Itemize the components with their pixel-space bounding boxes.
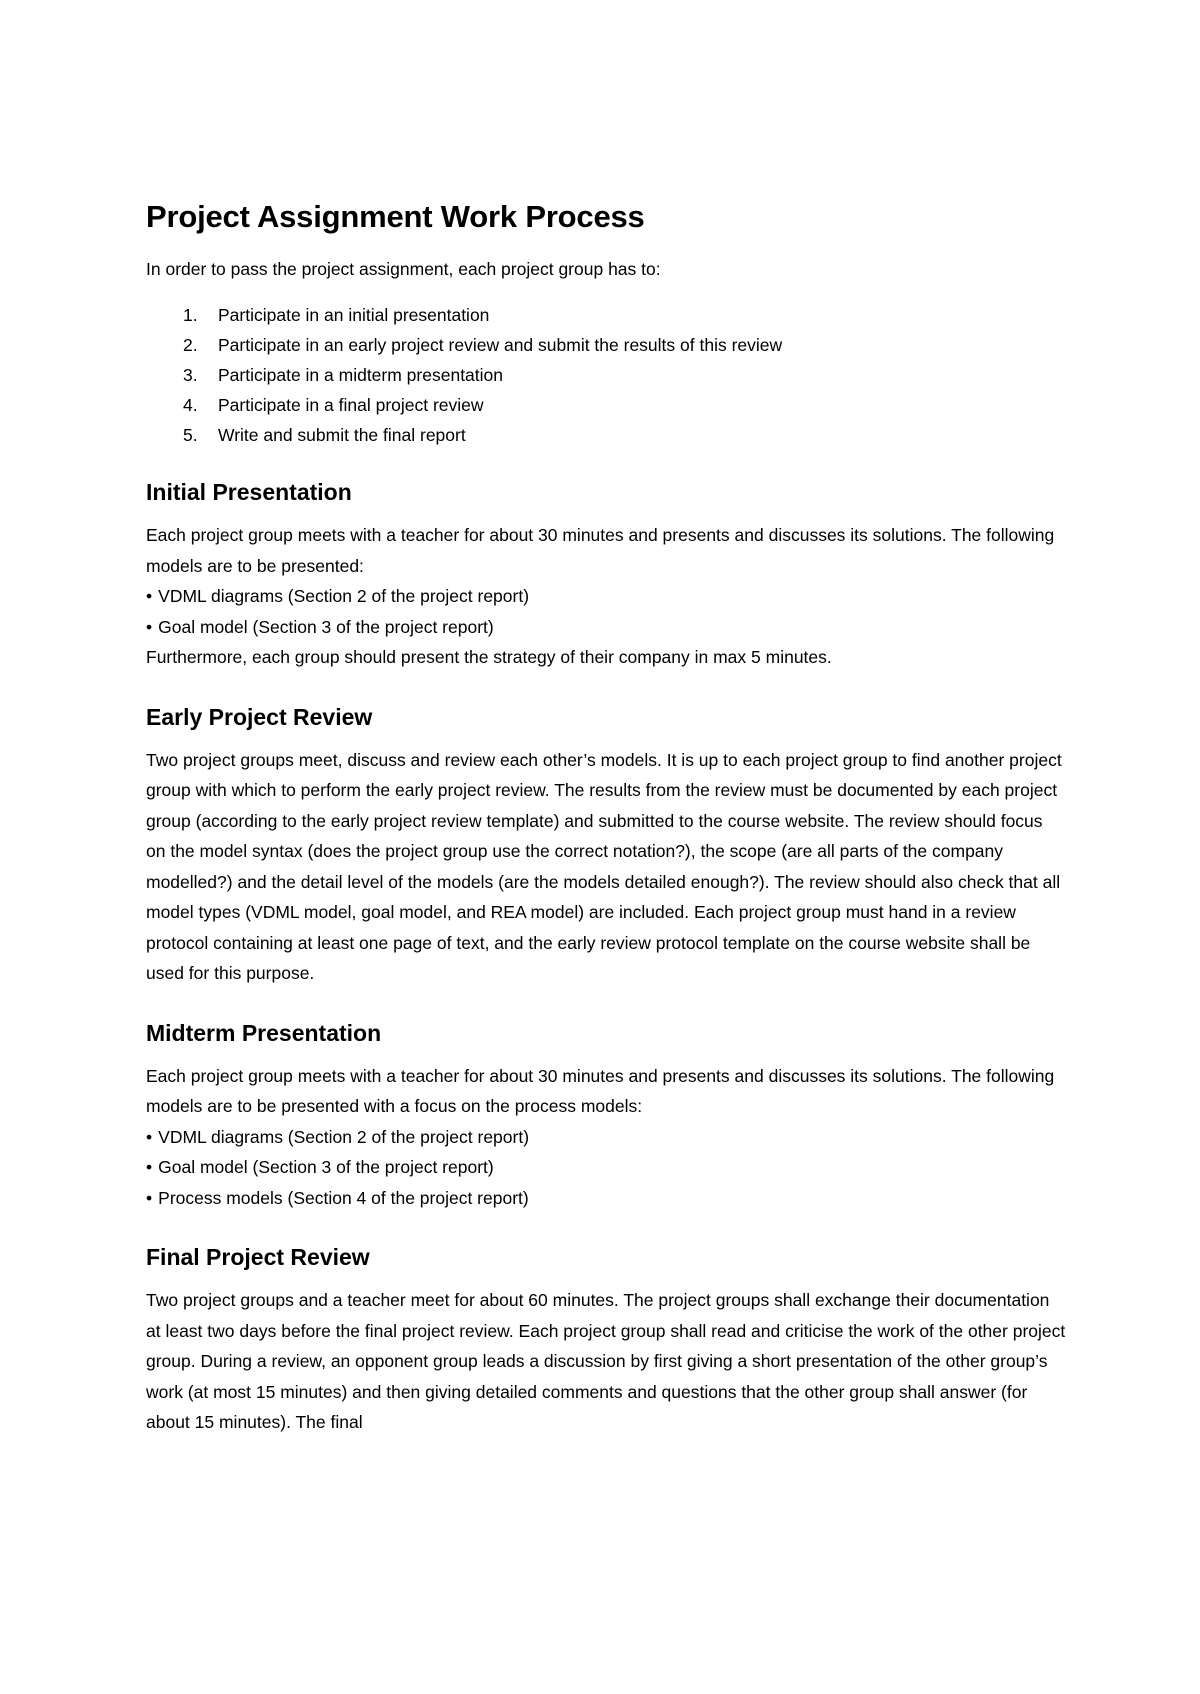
bullet-item [146,581,1066,612]
list-number: 1. [183,305,198,325]
bullet-list [146,1122,1066,1214]
bullet-icon: • [146,586,153,606]
bullet-icon: • [146,1187,153,1208]
list-number: 4. [183,395,198,415]
section-heading: Early Project Review [146,703,373,730]
list-item-text: Participate in an initial presentation [218,305,490,325]
list-item [146,360,1066,390]
section-paragraph: Each project group meets with a teacher for about 30 minutes and presents and discusses its solutions. The following models are to be presented: [146,525,1055,576]
list-item [146,420,1066,450]
list-item [146,390,1066,420]
section-heading: Initial Presentation [146,479,352,505]
bullet-item [146,1152,1066,1183]
document-page [146,196,1066,1466]
section-final-project-review [146,1241,1066,1438]
list-item [146,300,1066,330]
list-number: 5. [183,425,198,445]
bullet-icon: • [146,1126,153,1147]
list-item-text: Participate in an early project review and submit the results of this review [218,335,783,355]
section-initial-presentation [146,476,1066,673]
section-heading: Midterm Presentation [146,1019,382,1046]
section-heading: Final Project Review [146,1244,370,1270]
bullet-text: Goal model (Section 3 of the project report) [158,616,494,637]
section-paragraph: Each project group meets with a teacher for about 30 minutes and presents and discusses its solutions. The following models are to be presented with a focus on the process models: [146,1065,1055,1116]
section-paragraph: Two project groups meet, discuss and review each other’s models. It is up to each project group to find another project group with which to perform the early project review. The results from the review must be documented by each project group (according to the early project review template) and submitted to the course website. The review should focus on the model syntax (does the project group use the correct notation?), the scope (are all parts of the company modelled?) and the detail level of the models (are the models detailed enough?). The review should also check that all model types (VDML model, goal model, and REA model) are included. Each project group must hand in a review protocol containing at least one page of text, and the early review protocol template on the course website shall be used for this purpose. [146,749,1062,983]
bullet-item [146,612,1066,643]
bullet-text: VDML diagrams (Section 2 of the project report) [158,1126,530,1147]
list-item-text: Participate in a final project review [218,395,484,415]
list-number: 3. [183,365,198,385]
bullet-list [146,581,1066,642]
bullet-text: VDML diagrams (Section 2 of the project report) [158,586,530,606]
section-paragraph-after: Furthermore, each group should present the strategy of their company in max 5 minutes. [146,647,832,667]
list-item [146,330,1066,360]
document-title: Project Assignment Work Process [146,199,645,234]
bullet-icon: • [146,616,153,637]
bullet-item [146,1183,1066,1214]
bullet-text: Goal model (Section 3 of the project report) [158,1157,494,1177]
section-midterm-presentation [146,1017,1066,1214]
list-number: 2. [183,335,198,355]
bullet-icon: • [146,1157,153,1177]
list-item-text: Participate in a midterm presentation [218,365,503,385]
intro-text: In order to pass the project assignment, each project group has to: [146,259,661,279]
bullet-item [146,1122,1066,1153]
section-paragraph: Two project groups and a teacher meet for about 60 minutes. The project groups shall exchange their documentation at least two days before the final project review. Each project group shall read and criticise the work of the other project group. During a review, an opponent group leads a discussion by first giving a short presentation of the other group’s work (at most 15 minutes) and then giving detailed comments and questions that the other group shall answer (for about 15 minutes). The final [146,1290,1066,1432]
list-item-text: Write and submit the final report [218,425,466,445]
steps-list [146,300,1066,450]
bullet-text: Process models (Section 4 of the project report) [158,1187,529,1208]
section-early-project-review [146,701,1066,989]
